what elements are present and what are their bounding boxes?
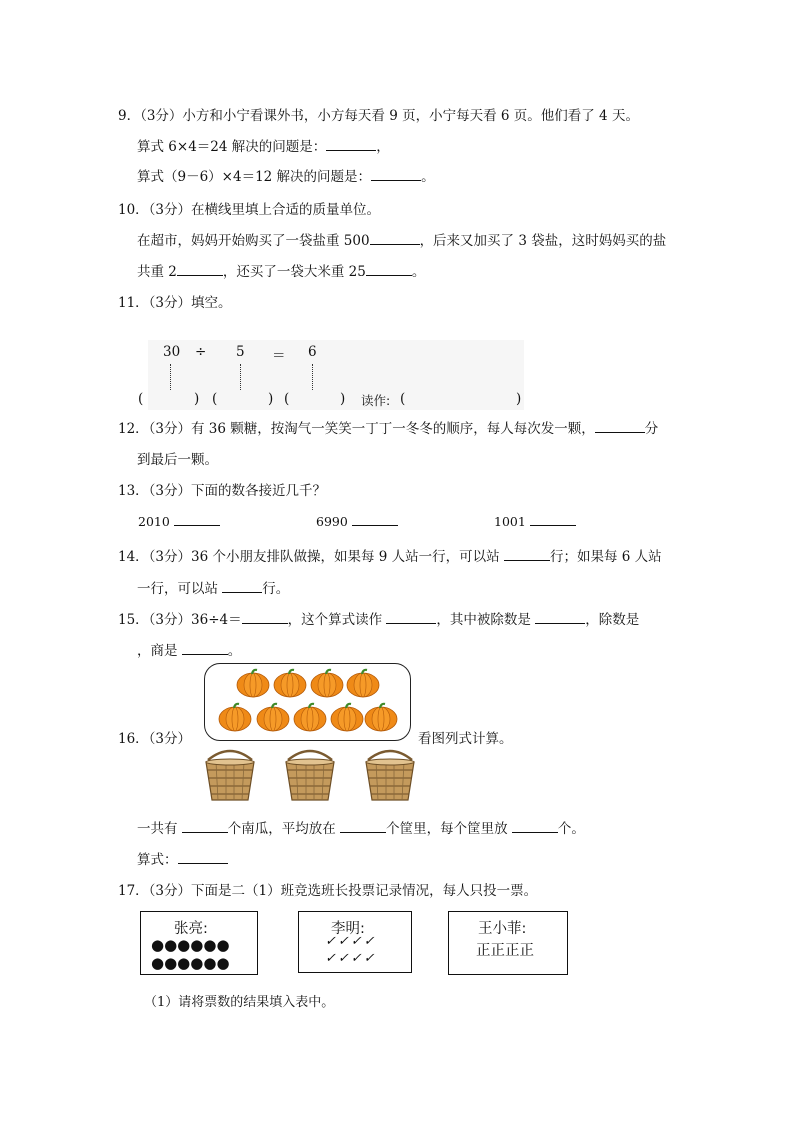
q15-line2-end: 。 bbox=[227, 643, 242, 659]
q9-blank2[interactable] bbox=[371, 166, 421, 181]
q11-divisor: 5 bbox=[236, 344, 245, 360]
q10-line2-b: ，还买了一袋大米重 25 bbox=[222, 264, 366, 280]
q12-blank[interactable] bbox=[595, 418, 645, 433]
q11-header: 11．（3分）填空。 bbox=[118, 295, 232, 311]
q11-dotline-3 bbox=[312, 364, 313, 390]
q12-line2: 到最后一颗。 bbox=[137, 452, 218, 468]
q10-line1-end: ，后来又加买了 3 袋盐，这时妈妈买的盐 bbox=[419, 233, 667, 249]
q11-figure bbox=[138, 340, 524, 410]
vote-box-wangxiaofei bbox=[448, 911, 568, 975]
q16-text-c: 个筐里，每个筐里放 bbox=[386, 821, 512, 837]
q10-line2-a: 共重 2 bbox=[137, 264, 177, 280]
q16-blank2[interactable] bbox=[340, 818, 386, 833]
q16-instruction: 看图列式计算。 bbox=[418, 731, 513, 747]
q9-line2-end: 。 bbox=[421, 169, 435, 185]
q14-blank2[interactable] bbox=[222, 578, 262, 593]
q11-paren: ) bbox=[194, 391, 200, 407]
vote-check-row: ✓✓✓✓ bbox=[325, 951, 377, 966]
q9-line1 bbox=[137, 135, 390, 155]
q15-text-c: ，其中被除数是 bbox=[436, 612, 536, 628]
q11-paren: ( bbox=[400, 391, 406, 407]
pumpkin-box bbox=[204, 663, 411, 741]
q11-dotline-1 bbox=[170, 364, 171, 390]
pumpkin-icon bbox=[365, 704, 397, 731]
vote-tally-row: 正正正正 bbox=[476, 943, 534, 959]
q13-item-b bbox=[316, 511, 398, 529]
q15-blank3[interactable] bbox=[535, 609, 585, 624]
vote-box-liming bbox=[298, 911, 412, 973]
basket-icon bbox=[366, 751, 414, 800]
q16-blank1[interactable] bbox=[182, 818, 228, 833]
vote-check-row: ✓✓✓✓ bbox=[325, 934, 377, 949]
q13-item-c bbox=[494, 511, 576, 529]
vote-dots-row: ●●●●●● bbox=[151, 936, 230, 954]
q15-line2 bbox=[137, 639, 241, 659]
q13-number: 2010 bbox=[138, 514, 170, 529]
vote-box-zhangliang bbox=[140, 911, 258, 975]
q13-blank-b[interactable] bbox=[352, 511, 398, 526]
q14-header-end: 行；如果每 6 人站 bbox=[549, 549, 662, 565]
q11-dotline-2 bbox=[240, 364, 241, 390]
q14-line2-text: 一行，可以站 bbox=[137, 581, 223, 597]
q15-blank4[interactable] bbox=[182, 640, 228, 655]
pumpkin-icon bbox=[274, 670, 306, 697]
q13-blank-c[interactable] bbox=[530, 511, 576, 526]
q10-blank1[interactable] bbox=[370, 230, 420, 245]
basket-icon bbox=[206, 751, 254, 800]
q16-formula-blank[interactable] bbox=[178, 849, 228, 864]
q10-line2 bbox=[137, 260, 425, 280]
q9-line2 bbox=[137, 165, 435, 185]
q15-text-d: ，除数是 bbox=[585, 612, 640, 628]
q13-number: 1001 bbox=[494, 514, 526, 529]
q12-header bbox=[118, 417, 658, 437]
q17-sub1: （1）请将票数的结果填入表中。 bbox=[144, 995, 335, 1010]
q15-header bbox=[118, 608, 639, 628]
basket-icon bbox=[286, 751, 334, 800]
q16-blank3[interactable] bbox=[512, 818, 558, 833]
q10-line1 bbox=[137, 229, 666, 249]
q17-header: 17．（3分）下面是二（1）班竞选班长投票记录情况，每人只投一票。 bbox=[118, 883, 538, 899]
q15-line2-text: ，商是 bbox=[137, 643, 182, 659]
candidate-name: 王小菲: bbox=[478, 921, 527, 937]
q9-blank1[interactable] bbox=[326, 136, 376, 151]
q16-line1 bbox=[137, 817, 585, 837]
q11-equals: ＝ bbox=[272, 348, 286, 364]
q10-blank2[interactable] bbox=[177, 261, 223, 276]
q15-blank2[interactable] bbox=[386, 609, 436, 624]
q14-header bbox=[118, 545, 662, 565]
pumpkin-icon bbox=[237, 670, 269, 697]
baskets-illustration bbox=[198, 748, 418, 804]
q16-text-a: 一共有 bbox=[137, 821, 182, 837]
q16-text-b: 个南瓜，平均放在 bbox=[227, 821, 341, 837]
q15-text-a: 15．（3分）36÷4＝ bbox=[118, 612, 242, 628]
q10-line1-text: 在超市，妈妈开始购买了一袋盐重 500 bbox=[137, 233, 370, 249]
q9-line2-text: 算式（9－6）×4＝12 解决的问题是： bbox=[137, 169, 372, 185]
q13-number: 6990 bbox=[316, 514, 348, 529]
q11-dividend: 30 bbox=[163, 344, 181, 360]
pumpkin-icon bbox=[311, 670, 343, 697]
pumpkin-icon bbox=[294, 704, 326, 731]
q11-quotient: 6 bbox=[308, 344, 317, 360]
q16-formula-label: 算式： bbox=[137, 852, 178, 868]
q14-line2 bbox=[137, 577, 289, 597]
q11-paren: ) bbox=[340, 391, 346, 407]
pumpkins-illustration bbox=[205, 664, 410, 740]
q9-header: 9．（3分）小方和小宁看课外书，小方每天看 9 页，小宁每天看 6 页。他们看了 4 天。 bbox=[118, 108, 639, 124]
vote-dots-row: ●●●●●● bbox=[151, 954, 230, 972]
q14-line2-end: 行。 bbox=[262, 581, 290, 597]
q16-header: 16．（3分） bbox=[118, 731, 192, 747]
q16-text-d: 个。 bbox=[557, 821, 585, 837]
pumpkin-icon bbox=[257, 704, 289, 731]
q10-blank3[interactable] bbox=[366, 261, 412, 276]
pumpkin-icon bbox=[347, 670, 379, 697]
q11-paren: ( bbox=[138, 391, 144, 407]
q9-line1-end: ， bbox=[376, 139, 390, 155]
q13-header: 13．（3分）下面的数各接近几千？ bbox=[118, 483, 327, 499]
q10-header: 10．（3分）在横线里填上合适的质量单位。 bbox=[118, 202, 381, 218]
q11-read-label: 读作: bbox=[361, 393, 391, 408]
q12-header-end: 分 bbox=[644, 421, 659, 437]
q13-blank-a[interactable] bbox=[174, 511, 220, 526]
q14-blank1[interactable] bbox=[504, 546, 550, 561]
q11-paren: ( bbox=[284, 391, 290, 407]
q16-line2 bbox=[137, 848, 228, 868]
q10-line2-c: 。 bbox=[411, 264, 426, 280]
q12-header-text: 12．（3分）有 36 颗糖，按淘气一笑笑一丁丁一冬冬的顺序，每人每次发一颗， bbox=[118, 421, 595, 437]
q11-paren: ) bbox=[268, 391, 274, 407]
q15-blank1[interactable] bbox=[242, 609, 288, 624]
pumpkin-icon bbox=[331, 704, 363, 731]
q9-line1-text: 算式 6×4＝24 解决的问题是： bbox=[137, 139, 327, 155]
q11-divide-sign: ÷ bbox=[195, 344, 207, 360]
candidate-name: 张亮: bbox=[174, 921, 208, 937]
q13-item-a bbox=[138, 511, 220, 529]
q11-paren: ( bbox=[212, 391, 218, 407]
q11-paren: ) bbox=[516, 391, 522, 407]
q14-header-text: 14．（3分）36 个小朋友排队做操，如果每 9 人站一行，可以站 bbox=[118, 549, 504, 565]
pumpkin-icon bbox=[219, 704, 251, 731]
q15-text-b: ，这个算式读作 bbox=[287, 612, 387, 628]
candidate-name: 李明: bbox=[331, 921, 365, 937]
